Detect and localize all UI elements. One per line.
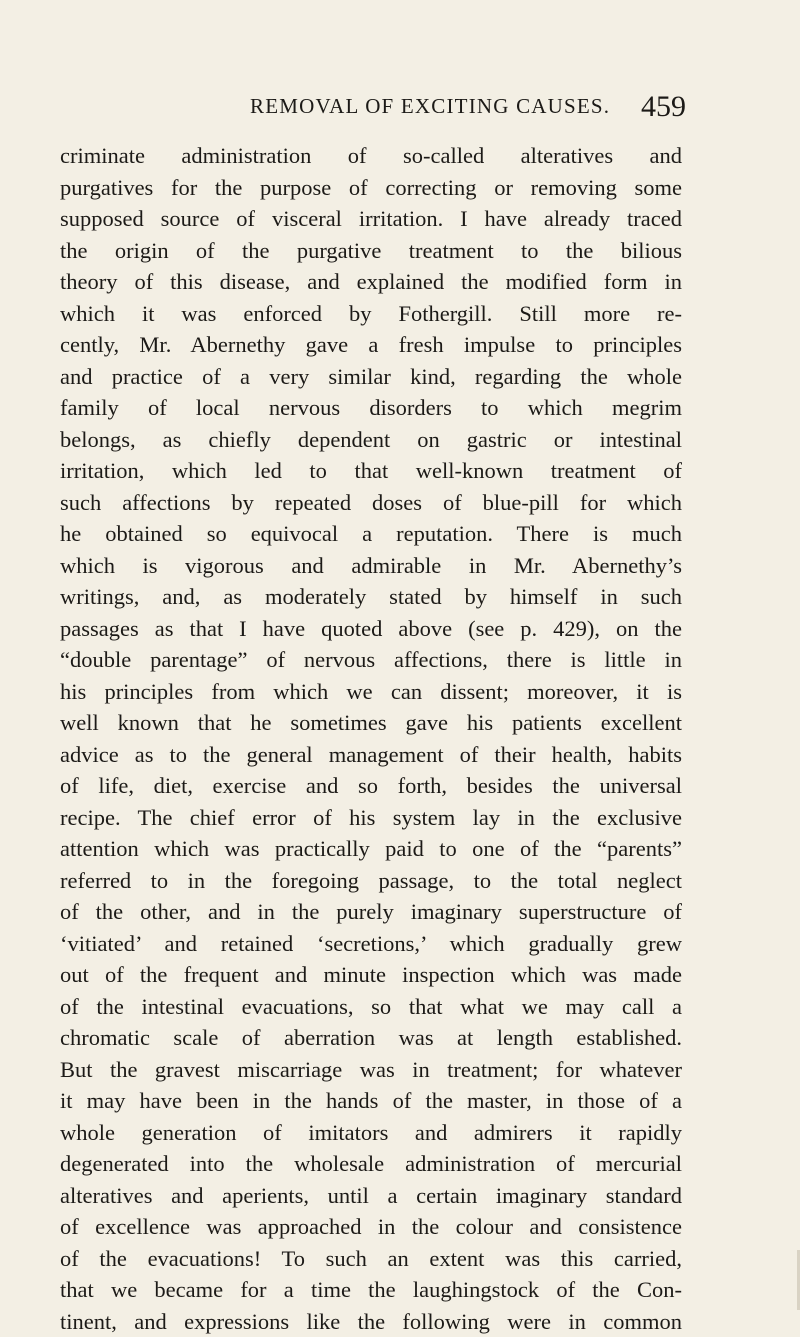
text-line: But the gravest miscarriage was in treatment; for whatever (60, 1054, 682, 1086)
text-line: writings, and, as moderately stated by himself in such (60, 581, 682, 613)
text-line: irritation, which led to that well-known treatment of (60, 455, 682, 487)
text-line: which it was enforced by Fothergill. Still more re- (60, 298, 682, 330)
text-line: degenerated into the wholesale administration of mercurial (60, 1148, 682, 1180)
text-line: attention which was practically paid to one of the “parents” (60, 833, 682, 865)
text-line: cently, Mr. Abernethy gave a fresh impulse to principles (60, 329, 682, 361)
text-line: chromatic scale of aberration was at length established. (60, 1022, 682, 1054)
text-line: out of the frequent and minute inspection which was made (60, 959, 682, 991)
text-line: of the evacuations! To such an extent was this carried, (60, 1243, 682, 1275)
text-line: “double parentage” of nervous affections, there is little in (60, 644, 682, 676)
text-line: purgatives for the purpose of correcting or removing some (60, 172, 682, 204)
text-line: family of local nervous disorders to which megrim (60, 392, 682, 424)
text-line: tinent, and expressions like the following were in common (60, 1306, 682, 1337)
text-line: advice as to the general management of their health, habits (60, 739, 682, 771)
text-line: such affections by repeated doses of blue-pill for which (60, 487, 682, 519)
text-line: the origin of the purgative treatment to the bilious (60, 235, 682, 267)
text-line: of the other, and in the purely imaginary superstructure of (60, 896, 682, 928)
text-line: which is vigorous and admirable in Mr. Abernethy’s (60, 550, 682, 582)
text-line: of the intestinal evacuations, so that what we may call a (60, 991, 682, 1023)
text-line: it may have been in the hands of the master, in those of a (60, 1085, 682, 1117)
text-line: referred to in the foregoing passage, to the total neglect (60, 865, 682, 897)
page-header (250, 90, 686, 130)
text-line: that we became for a time the laughingstock of the Con- (60, 1274, 682, 1306)
text-line: theory of this disease, and explained the modified form in (60, 266, 682, 298)
text-line: well known that he sometimes gave his patients excellent (60, 707, 682, 739)
text-line: and practice of a very similar kind, regarding the whole (60, 361, 682, 393)
text-line: his principles from which we can dissent; moreover, it is (60, 676, 682, 708)
body-text (60, 140, 682, 1337)
running-head: REMOVAL OF EXCITING CAUSES. (250, 94, 610, 119)
text-line: supposed source of visceral irritation. I have already traced (60, 203, 682, 235)
page-number: 459 (641, 90, 686, 124)
text-line: he obtained so equivocal a reputation. There is much (60, 518, 682, 550)
text-line: ‘vitiated’ and retained ‘secretions,’ which gradually grew (60, 928, 682, 960)
text-line: criminate administration of so-called alteratives and (60, 140, 682, 172)
text-line: recipe. The chief error of his system lay in the exclusive (60, 802, 682, 834)
text-line: alteratives and aperients, until a certain imaginary standard (60, 1180, 682, 1212)
text-line: whole generation of imitators and admirers it rapidly (60, 1117, 682, 1149)
text-line: belongs, as chiefly dependent on gastric or intestinal (60, 424, 682, 456)
text-line: of excellence was approached in the colour and consistence (60, 1211, 682, 1243)
text-line: passages as that I have quoted above (see p. 429), on the (60, 613, 682, 645)
text-line: of life, diet, exercise and so forth, besides the universal (60, 770, 682, 802)
